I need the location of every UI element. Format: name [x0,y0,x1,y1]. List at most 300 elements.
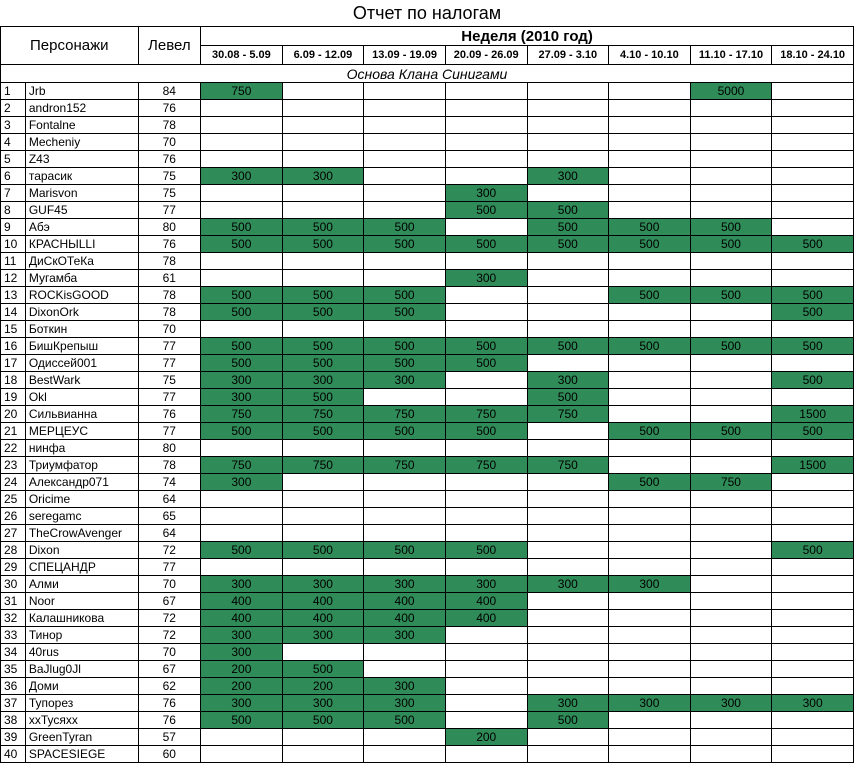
character-level: 75 [138,168,201,185]
tax-payment-cell [445,219,527,236]
week-header: Неделя (2010 год) [201,27,854,46]
tax-payment-cell [201,100,283,117]
tax-payment-cell: 400 [445,593,527,610]
tax-payment-cell [527,559,609,576]
tax-payment-cell [364,661,446,678]
tax-payment-cell [527,253,609,270]
tax-payment-cell [609,202,691,219]
tax-payment-cell: 300 [201,474,283,491]
character-level: 76 [138,100,201,117]
character-name: тарасик [25,168,138,185]
tax-payment-cell [445,253,527,270]
row-number: 34 [1,644,26,661]
tax-payment-cell [282,185,364,202]
tax-payment-cell [364,321,446,338]
tax-payment-cell: 500 [690,423,772,440]
tax-payment-cell: 500 [364,712,446,729]
table-row [1,712,854,729]
tax-payment-cell: 750 [527,457,609,474]
tax-payment-cell: 300 [527,372,609,389]
tax-payment-cell [772,525,854,542]
tax-payment-cell: 500 [364,236,446,253]
table-row [1,321,854,338]
tax-payment-cell [282,746,364,763]
table-row [1,525,854,542]
character-name: Okl [25,389,138,406]
table-row [1,542,854,559]
tax-payment-cell: 400 [282,593,364,610]
character-name: Абэ [25,219,138,236]
tax-payment-cell [609,610,691,627]
tax-payment-cell: 500 [364,338,446,355]
tax-payment-cell [364,491,446,508]
row-number: 20 [1,406,26,423]
tax-payment-cell [609,406,691,423]
character-level: 70 [138,576,201,593]
tax-payment-cell: 500 [527,712,609,729]
tax-payment-cell: 200 [282,678,364,695]
tax-payment-cell: 500 [282,423,364,440]
tax-payment-cell [772,117,854,134]
tax-payment-cell [282,525,364,542]
tax-payment-cell [609,321,691,338]
tax-payment-cell: 300 [201,168,283,185]
tax-payment-cell: 400 [364,593,446,610]
tax-payment-cell: 200 [201,661,283,678]
character-level: 78 [138,304,201,321]
tax-payment-cell: 500 [445,236,527,253]
tax-payment-cell [527,83,609,100]
row-number: 16 [1,338,26,355]
tax-payment-cell [445,508,527,525]
row-number: 11 [1,253,26,270]
tax-payment-cell [282,83,364,100]
tax-payment-cell [527,644,609,661]
tax-payment-cell: 500 [772,423,854,440]
tax-payment-cell [282,474,364,491]
tax-payment-cell [690,542,772,559]
tax-payment-cell: 300 [609,576,691,593]
character-name: Тинор [25,627,138,644]
tax-payment-cell: 750 [201,83,283,100]
row-number: 29 [1,559,26,576]
character-name: BestWark [25,372,138,389]
table-row [1,355,854,372]
tax-payment-cell: 500 [527,389,609,406]
week-date-header: 27.09 - 3.10 [527,46,609,65]
tax-payment-cell: 500 [445,542,527,559]
tax-payment-cell [445,678,527,695]
tax-payment-cell: 300 [527,576,609,593]
week-date-header: 6.09 - 12.09 [282,46,364,65]
tax-payment-cell [772,610,854,627]
tax-payment-cell [445,151,527,168]
tax-payment-cell: 500 [609,423,691,440]
tax-payment-cell [527,661,609,678]
tax-payment-cell [445,440,527,457]
character-level: 64 [138,491,201,508]
tax-payment-cell [527,304,609,321]
character-name: Тупорез [25,695,138,712]
clan-label: Основа Клана Синигами [1,65,854,83]
characters-header: Персонажи [1,27,139,65]
tax-payment-cell [201,508,283,525]
tax-payment-cell: 500 [609,236,691,253]
tax-payment-cell [772,746,854,763]
tax-payment-cell [690,321,772,338]
row-number: 23 [1,457,26,474]
character-name: Мугамба [25,270,138,287]
character-level: 78 [138,287,201,304]
tax-payment-cell: 500 [609,219,691,236]
row-number: 17 [1,355,26,372]
tax-payment-cell: 500 [690,287,772,304]
tax-payment-cell [690,202,772,219]
character-name: ROCKisGOOD [25,287,138,304]
tax-payment-cell: 400 [201,610,283,627]
tax-payment-cell [201,729,283,746]
tax-payment-cell [690,661,772,678]
tax-payment-cell: 500 [282,355,364,372]
table-row [1,287,854,304]
tax-payment-cell [609,253,691,270]
tax-payment-cell [282,559,364,576]
character-level: 78 [138,457,201,474]
level-header: Левел [138,27,201,65]
tax-payment-cell: 500 [282,661,364,678]
tax-payment-cell [772,253,854,270]
tax-payment-cell [201,525,283,542]
tax-payment-cell [445,559,527,576]
tax-payment-cell [201,151,283,168]
character-name: нинфа [25,440,138,457]
tax-payment-cell [772,270,854,287]
tax-payment-cell: 500 [609,287,691,304]
tax-payment-cell: 300 [282,576,364,593]
tax-payment-cell: 500 [201,304,283,321]
tax-payment-cell: 200 [201,678,283,695]
tax-payment-cell [772,440,854,457]
tax-payment-cell: 750 [201,457,283,474]
tax-payment-cell [527,525,609,542]
tax-payment-cell: 500 [690,219,772,236]
character-level: 77 [138,559,201,576]
character-name: Доми [25,678,138,695]
row-number: 35 [1,661,26,678]
table-row [1,304,854,321]
row-number: 32 [1,610,26,627]
tax-payment-cell: 750 [282,457,364,474]
tax-payment-cell [772,100,854,117]
character-name: DixonOrk [25,304,138,321]
table-row [1,576,854,593]
week-date-header: 18.10 - 24.10 [772,46,854,65]
tax-payment-cell [609,678,691,695]
tax-payment-cell [690,151,772,168]
tax-payment-cell: 400 [201,593,283,610]
tax-payment-cell [609,525,691,542]
tax-payment-cell [609,644,691,661]
tax-payment-cell [364,151,446,168]
tax-payment-cell [609,168,691,185]
tax-payment-cell [690,593,772,610]
tax-payment-cell [282,321,364,338]
tax-payment-cell [690,712,772,729]
tax-payment-cell [527,746,609,763]
tax-payment-cell: 300 [445,270,527,287]
table-row [1,661,854,678]
table-row [1,389,854,406]
tax-payment-cell [609,151,691,168]
tax-payment-cell [201,270,283,287]
tax-payment-cell [609,440,691,457]
character-name: ДиСкОТеКа [25,253,138,270]
tax-payment-cell: 300 [201,695,283,712]
tax-payment-cell [364,168,446,185]
character-name: SPACESIEGE [25,746,138,763]
tax-payment-cell: 500 [772,236,854,253]
tax-payment-cell: 500 [445,423,527,440]
tax-payment-cell [690,678,772,695]
tax-payment-cell [445,491,527,508]
character-name: Jrb [25,83,138,100]
row-number: 5 [1,151,26,168]
tax-payment-cell: 300 [364,627,446,644]
tax-payment-cell [772,219,854,236]
tax-payment-cell: 500 [609,474,691,491]
character-level: 80 [138,440,201,457]
tax-payment-cell: 500 [201,236,283,253]
tax-payment-cell [445,168,527,185]
row-number: 2 [1,100,26,117]
character-level: 77 [138,389,201,406]
table-row [1,508,854,525]
tax-payment-cell [690,134,772,151]
tax-payment-cell: 300 [201,644,283,661]
character-name: Fontalne [25,117,138,134]
tax-payment-cell [690,491,772,508]
character-name: Александр071 [25,474,138,491]
tax-payment-cell: 500 [282,219,364,236]
tax-payment-cell: 400 [364,610,446,627]
tax-payment-cell [201,185,283,202]
tax-payment-cell [772,627,854,644]
tax-payment-cell [527,100,609,117]
character-level: 76 [138,695,201,712]
tax-payment-cell [690,644,772,661]
character-name: БишКрепыш [25,338,138,355]
character-level: 67 [138,661,201,678]
tax-payment-cell [445,372,527,389]
row-number: 24 [1,474,26,491]
row-number: 19 [1,389,26,406]
tax-payment-cell [282,729,364,746]
tax-payment-cell: 300 [282,372,364,389]
tax-payment-cell: 300 [201,576,283,593]
tax-payment-cell [690,168,772,185]
tax-payment-cell [690,253,772,270]
tax-payment-cell: 300 [445,185,527,202]
tax-payment-cell [282,151,364,168]
tax-payment-cell [690,270,772,287]
tax-payment-cell: 500 [201,355,283,372]
tax-payment-cell: 1500 [772,457,854,474]
character-level: 65 [138,508,201,525]
table-row [1,610,854,627]
tax-payment-cell [445,474,527,491]
tax-payment-cell [609,117,691,134]
tax-payment-cell: 300 [527,168,609,185]
tax-payment-cell [445,389,527,406]
tax-payment-cell [690,304,772,321]
tax-payment-cell [364,644,446,661]
tax-payment-cell [527,542,609,559]
row-number: 4 [1,134,26,151]
tax-payment-cell [364,389,446,406]
character-level: 72 [138,542,201,559]
tax-payment-cell [772,389,854,406]
character-name: СПЕЦАНДР [25,559,138,576]
tax-payment-cell [772,644,854,661]
table-row [1,236,854,253]
table-row [1,100,854,117]
character-name: BaJlug0Jl [25,661,138,678]
tax-payment-cell [364,253,446,270]
tax-payment-cell [445,287,527,304]
character-level: 64 [138,525,201,542]
tax-payment-cell: 500 [690,236,772,253]
tax-payment-cell [690,746,772,763]
tax-payment-cell: 750 [282,406,364,423]
tax-payment-cell [609,542,691,559]
character-level: 77 [138,202,201,219]
tax-payment-cell [690,559,772,576]
tax-payment-cell [527,355,609,372]
character-level: 67 [138,593,201,610]
tax-payment-cell [527,270,609,287]
character-name: Z43 [25,151,138,168]
tax-payment-cell: 500 [201,542,283,559]
table-row [1,593,854,610]
tax-payment-cell [445,695,527,712]
tax-payment-cell [772,678,854,695]
tax-payment-cell [690,185,772,202]
character-level: 75 [138,185,201,202]
tax-payment-cell [690,508,772,525]
tax-payment-cell [282,644,364,661]
row-number: 6 [1,168,26,185]
tax-payment-cell [772,321,854,338]
tax-payment-cell [772,491,854,508]
tax-payment-cell: 300 [282,168,364,185]
row-number: 3 [1,117,26,134]
table-row [1,202,854,219]
character-name: Триумфатор [25,457,138,474]
tax-payment-cell [527,474,609,491]
tax-payment-cell [282,253,364,270]
tax-payment-cell [445,712,527,729]
tax-payment-cell [445,525,527,542]
tax-payment-cell [364,746,446,763]
row-number: 9 [1,219,26,236]
tax-payment-cell [282,134,364,151]
table-row [1,491,854,508]
tax-payment-cell [609,729,691,746]
tax-payment-cell: 400 [282,610,364,627]
tax-payment-cell: 500 [772,304,854,321]
tax-payment-cell: 750 [445,406,527,423]
row-number: 31 [1,593,26,610]
tax-payment-cell [609,661,691,678]
tax-payment-cell [527,627,609,644]
table-row [1,440,854,457]
tax-payment-cell [364,440,446,457]
table-row [1,151,854,168]
tax-payment-cell [201,253,283,270]
tax-payment-cell [201,117,283,134]
tax-payment-cell: 500 [201,712,283,729]
tax-payment-cell: 750 [527,406,609,423]
tax-payment-cell [609,712,691,729]
tax-payment-cell [445,627,527,644]
tax-payment-cell [364,270,446,287]
tax-payment-cell [201,321,283,338]
tax-payment-cell: 300 [364,576,446,593]
tax-payment-cell [609,389,691,406]
table-row [1,474,854,491]
tax-payment-cell [527,678,609,695]
tax-payment-cell [527,491,609,508]
tax-payment-cell [445,117,527,134]
tax-payment-cell: 750 [364,457,446,474]
tax-payment-cell [772,508,854,525]
tax-payment-cell [445,746,527,763]
tax-payment-cell [609,372,691,389]
tax-payment-cell: 300 [690,695,772,712]
character-name: Боткин [25,321,138,338]
tax-payment-cell: 500 [527,219,609,236]
tax-payment-cell [609,83,691,100]
tax-payment-cell [364,525,446,542]
row-number: 18 [1,372,26,389]
tax-payment-cell [609,559,691,576]
tax-payment-cell [445,644,527,661]
tax-payment-cell: 500 [364,219,446,236]
tax-payment-cell [690,389,772,406]
tax-payment-cell [690,457,772,474]
tax-payment-cell [201,746,283,763]
tax-payment-cell [609,304,691,321]
tax-payment-cell: 750 [201,406,283,423]
tax-payment-cell: 500 [690,338,772,355]
tax-payment-cell: 500 [445,338,527,355]
character-level: 77 [138,355,201,372]
tax-payment-cell: 500 [772,287,854,304]
tax-payment-cell: 400 [445,610,527,627]
table-row [1,253,854,270]
tax-payment-cell [527,508,609,525]
tax-payment-cell [201,491,283,508]
character-name: seregamc [25,508,138,525]
tax-payment-cell: 500 [527,202,609,219]
tax-payment-cell [772,474,854,491]
tax-payment-cell [772,202,854,219]
tax-payment-cell: 200 [445,729,527,746]
tax-payment-cell: 500 [282,236,364,253]
tax-payment-cell: 300 [282,627,364,644]
table-row [1,423,854,440]
tax-payment-cell: 300 [445,576,527,593]
